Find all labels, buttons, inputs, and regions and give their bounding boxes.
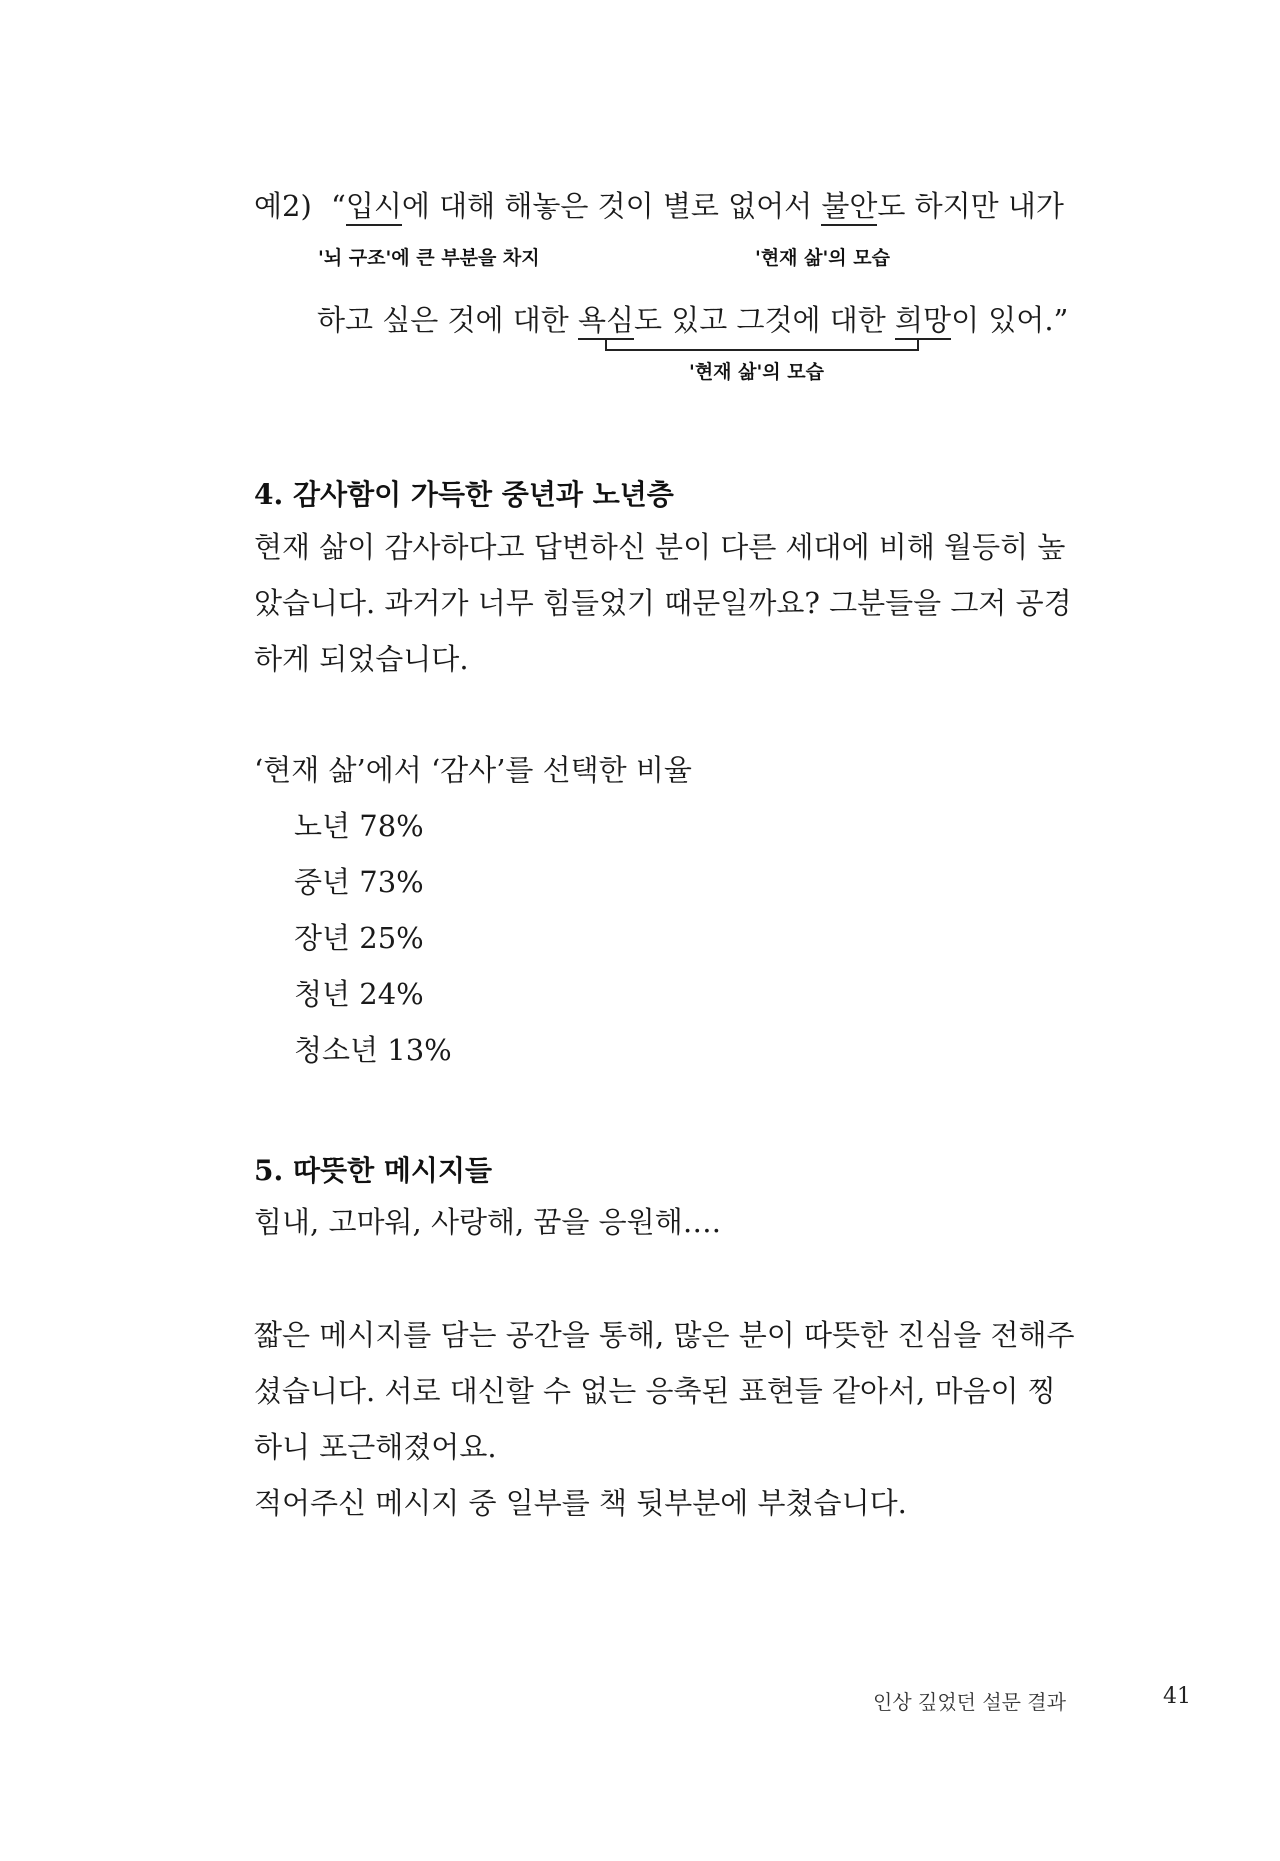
- example-text: 이 있어.”: [951, 303, 1069, 337]
- page-number: 41: [1163, 1684, 1191, 1709]
- underlined-word-huimang: 희망: [895, 306, 951, 340]
- section-5-line-2: 셨습니다. 서로 대신할 수 없는 응축된 표현들 같아서, 마음이 찡: [254, 1374, 1056, 1408]
- section-4-line-3: 하게 되었습니다.: [254, 642, 469, 676]
- ratio-group: 청소년: [294, 1033, 379, 1067]
- ratio-item-young-adult: [294, 977, 424, 1011]
- ratio-item-elderly: [294, 809, 424, 843]
- bracket-connector: [600, 338, 930, 354]
- annotation-brain-structure: '뇌 구조'에 큰 부분을 차지: [318, 247, 540, 269]
- ratio-group: 청년: [294, 977, 351, 1011]
- underlined-word-bulan: 불안: [821, 192, 877, 226]
- example-text: 도 하지만 내가: [877, 189, 1064, 223]
- ratio-item-mature-adult: [294, 921, 424, 955]
- example-line-1: [254, 189, 1064, 226]
- section-5-line-3: 하니 포근해졌어요.: [254, 1430, 497, 1464]
- example-text: 에 대해 해놓은 것이 별로 없어서: [401, 189, 822, 223]
- example-text: 하고 싶은 것에 대한: [317, 303, 578, 337]
- section-4-line-1: 현재 삶이 감사하다고 답변하신 분이 다른 세대에 비해 월등히 높: [254, 530, 1066, 564]
- ratio-value: 73%: [359, 865, 424, 899]
- annotation-current-life-2: '현재 삶'의 모습: [689, 361, 824, 383]
- underlined-word-ipsi: 입시: [346, 192, 402, 226]
- ratio-title: ‘현재 삶’에서 ‘감사’를 선택한 비율: [254, 753, 692, 787]
- ratio-group: 장년: [294, 921, 351, 955]
- example-label: 예2): [254, 189, 312, 223]
- example-text: 도 있고 그것에 대한: [634, 303, 896, 337]
- underlined-word-yoksim: 욕심: [578, 306, 634, 340]
- open-quote: “: [331, 189, 346, 223]
- section-5-intro: 힘내, 고마워, 사랑해, 꿈을 응원해….: [254, 1205, 721, 1239]
- ratio-value: 13%: [387, 1033, 452, 1067]
- section-4-line-2: 았습니다. 과거가 너무 힘들었기 때문일까요? 그분들을 그저 공경: [254, 586, 1072, 620]
- section-5-line-4: 적어주신 메시지 중 일부를 책 뒷부분에 부쳤습니다.: [254, 1486, 907, 1520]
- running-title: 인상 깊었던 설문 결과: [873, 1690, 1066, 1714]
- ratio-item-youth: [294, 1033, 452, 1067]
- example-line-2: [317, 303, 1069, 340]
- section-4-heading: 4. 감사함이 가득한 중년과 노년층: [254, 478, 674, 511]
- ratio-value: 25%: [359, 921, 424, 955]
- annotation-current-life-1: '현재 삶'의 모습: [755, 247, 890, 269]
- ratio-value: 24%: [359, 977, 424, 1011]
- section-5-line-1: 짧은 메시지를 담는 공간을 통해, 많은 분이 따뜻한 진심을 전해주: [254, 1318, 1075, 1352]
- ratio-group: 노년: [294, 809, 351, 843]
- ratio-group: 중년: [294, 865, 351, 899]
- ratio-item-middle-aged: [294, 865, 424, 899]
- section-5-heading: 5. 따뜻한 메시지들: [254, 1154, 493, 1187]
- ratio-value: 78%: [359, 809, 424, 843]
